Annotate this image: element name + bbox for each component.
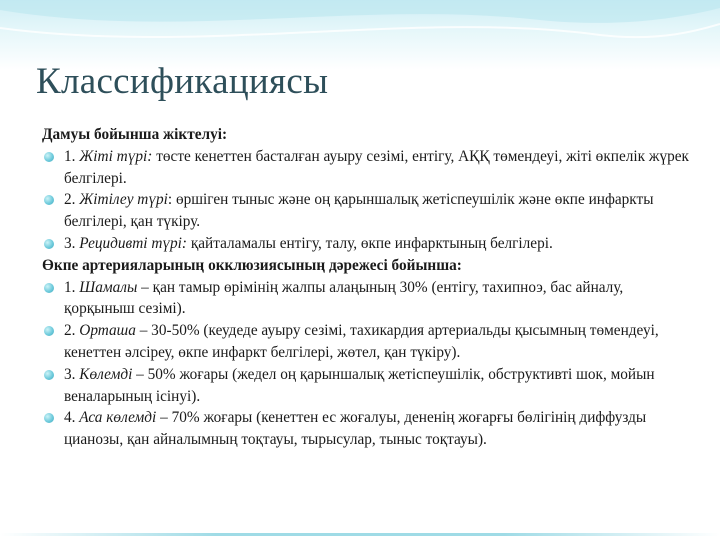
item-text: : өршіген тыныс және оң қарыншалық жетіспеушілік және өкпе инфаркты белгілері, қан түкіру. (64, 191, 654, 231)
footer-divider (0, 533, 720, 536)
item-text: – 70% жоғары (кенеттен ес жоғалуы, дененің жоғарғы бөлігінің диффузды цианозы, қан айналымның тоқтауы, тырысулар, тыныс тоқтауы). (64, 409, 647, 449)
bullet-icon (44, 413, 54, 423)
bullet-icon (44, 239, 54, 249)
item-text: – 30-50% (кеудеде ауыру сезімі, тахикардия артериальды қысымның төмендеуі, кенеттен әлсіреу, өкпе инфаркт белгілері, жөтел, қан түкіру). (64, 322, 659, 361)
bullet-icon (44, 370, 54, 380)
item-number: 3. (64, 234, 80, 252)
bullet-icon (44, 283, 54, 293)
list-item (42, 364, 692, 408)
item-text: қайталамалы ентігу, талу, өкпе инфарктының белгілері. (187, 234, 553, 252)
slide-title: Классификациясы (36, 61, 329, 102)
section-heading-occlusion: Өкпе артерияларының окклюзиясының дәрежесі бойынша: (42, 256, 462, 274)
item-term: Рецидивті түрі: (79, 234, 188, 252)
item-number: 2. (64, 322, 80, 340)
bullet-icon (44, 326, 54, 336)
item-number: 3. (64, 365, 80, 383)
item-text: – қан тамыр өрімінің жалпы алаңының 30% (ентігу, тахипноэ, бас айналу, қорқыныш сезімі). (64, 278, 624, 318)
list-item (42, 320, 692, 364)
list-item (42, 407, 692, 451)
item-text: төсте кенеттен басталған ауыру сезімі, ентігу, АҚҚ төмендеуі, жіті өкпелік жүрек белгілері. (64, 147, 689, 187)
list-item (42, 189, 692, 233)
list-item (42, 233, 692, 255)
item-number: 2. (64, 191, 80, 209)
item-term: Жітілеу түрі (79, 191, 168, 209)
item-number: 1. (64, 147, 80, 165)
bullet-icon (44, 195, 54, 205)
item-number: 1. (64, 278, 80, 296)
item-term: Аса көлемді (79, 409, 157, 427)
bullet-icon (44, 152, 54, 162)
item-term: Жіті түрі: (79, 147, 153, 165)
item-term: Шамалы (79, 278, 138, 296)
item-term: Орташа (79, 322, 136, 340)
item-text: – 50% жоғары (жедел оң қарыншалық жетіспеушілік, обструктивті шок, мойын веналарының ісінуі). (64, 365, 655, 405)
list-item (42, 277, 692, 321)
slide-content (42, 124, 692, 451)
section-heading-development: Дамуы бойынша жіктелуі: (42, 126, 228, 143)
item-term: Көлемді (79, 365, 133, 383)
item-number: 4. (64, 409, 80, 427)
list-item (42, 146, 692, 190)
